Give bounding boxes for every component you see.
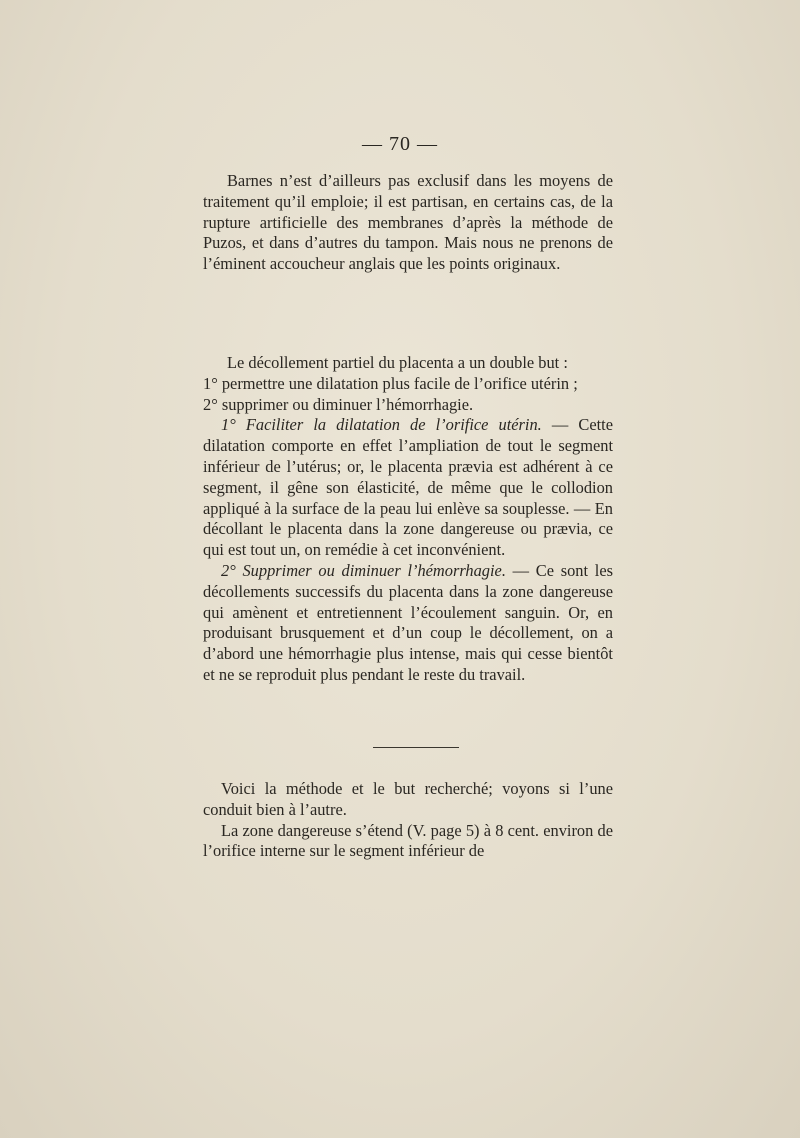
paragraph-intro: Le décollement partiel du placenta a un double but : [227,353,568,372]
text-block-bottom [203,779,613,862]
page-number: — 70 — [362,133,438,155]
paragraph-supprimer-lead: 2° Supprimer ou diminuer l’hémorrhagie. [221,560,506,580]
list-item-1: 1° permettre une dilatation plus facile de l’orifice utérin ; [203,373,578,393]
text-block-top [203,171,613,275]
paragraph-supprimer [203,561,613,686]
paragraph-barnes: Barnes n’est d’ailleurs pas exclusif dans les moyens de traitement qu’il emploie; il est partisan, en certains cas, de la rupture artificielle des membranes d’après la méthode de Puzos, et dans d’autres du tampon. Mais nous ne prenons de l’éminent accoucheur anglais que les points originaux. [203,171,613,274]
section-divider [373,747,459,748]
paragraph-methode: Voici la méthode et le but recherché; voyons si l’une conduit bien à l’autre. [203,779,613,819]
list-item-2: 2° supprimer ou diminuer l’hémorrhagie. [203,394,474,414]
paragraph-faciliter [203,415,613,561]
paragraph-faciliter-lead: 1° Faciliter la dilatation de l’orifice utérin. [221,415,542,435]
text-block-decollement [203,353,613,686]
paragraph-faciliter-body: — Cette dilatation comporte en effet l’ampliation de tout le segment inférieur de l’utérus; or, le placenta prævia est adhérent à ce segment, il gêne son élasticité, de même que le collodion appliqué à la surface de la peau lui enlève sa souplesse. — En décollant le placenta dans la zone dangereuse ou prævia, ce qui est tout un, on remédie à cet inconvénient. [203,415,614,560]
paragraph-zone: La zone dangereuse s’étend (V. page 5) à 8 cent. environ de l’orifice interne sur le segment inférieur de [203,820,613,861]
paragraph-supprimer-body: — Ce sont les décollements successifs du placenta dans la zone dangereuse qui amènent et entretiennent l’écoulement sanguin. Or, en produisant brusquement et d’un coup le décollement, on a d’abord une hémorrhagie plus intense, mais qui cesse bientôt et ne se reproduit plus pendant le reste du travail. [203,560,613,684]
